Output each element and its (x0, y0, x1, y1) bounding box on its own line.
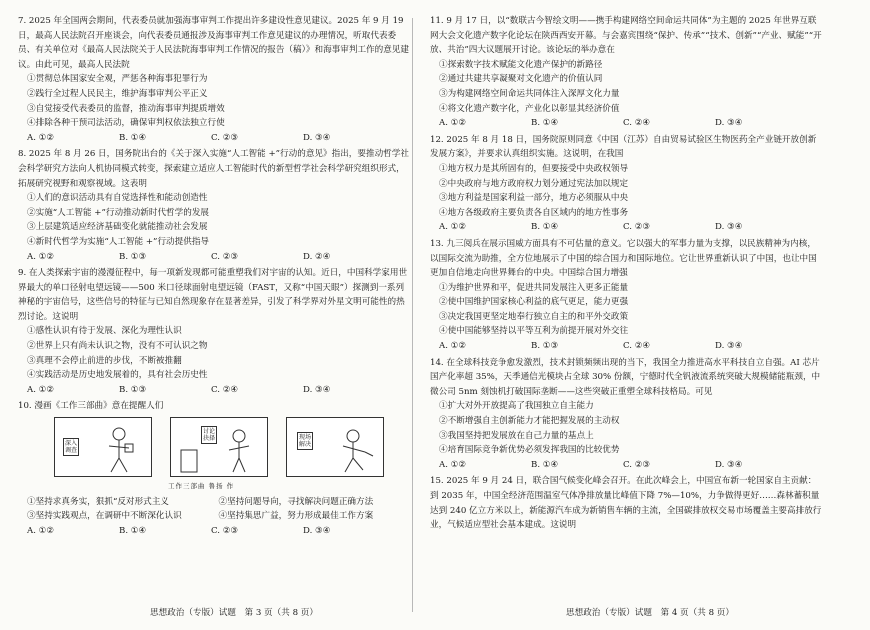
answer-a[interactable]: A. ①② (439, 222, 467, 233)
option: ①人们的意识活动具有自觉选择性和能动创造性 (27, 193, 208, 204)
question-stem: 11. 9 月 17 日，以“数联古今智绘文明——携手构建网络空间命运共同体”为主题的 2025 年世界互联网大会文化遗产数字化论坛在陕西西安开幕。与会嘉宾围绕“保护、传承”“技术、创新”“产业、赋能”“开放、共治”四大议题展开讨论。该论坛的举办意在 (430, 16, 822, 56)
option-row (18, 509, 410, 524)
answer-d[interactable]: D. ③④ (303, 525, 331, 536)
answer-choices (430, 458, 822, 473)
answer-b[interactable]: B. ①④ (531, 459, 559, 470)
answer-a[interactable]: A. ①② (27, 251, 55, 262)
cartoon (54, 417, 410, 477)
option: ②践行全过程人民民主，维护海事审判公平正义 (27, 88, 208, 99)
option: ②不断增强自主创新能力才能把握发展的主动权 (439, 416, 620, 427)
worker-figure-icon (333, 428, 377, 474)
option: ④实践活动是历史地发展着的，具有社会历史性 (27, 370, 208, 381)
option: ③为构建网络空间命运共同体注入深厚文化力量 (439, 88, 620, 99)
question-stem: 13. 九三阅兵在展示国威方面具有不可估量的意义。它以强大的军事力量为支撑，以民族精神为内核，以国际交流为助推，全方位地展示了中国的综合国力和国际地位。它让世界重新认识了中国，也让中国更加自信地走向世界舞台的中央。中国综合国力增强 (430, 238, 817, 279)
answer-d[interactable]: D. ③④ (715, 222, 743, 233)
question-stem: 12. 2025 年 8 月 18 日，国务院原则同意《中国（江苏）自由贸易试验区生物医药全产业链开放创新发展方案》，并要求认真组织实施。这说明，在我国 (430, 134, 817, 160)
option: ①坚持求真务实，狠抓“反对形式主义 (27, 496, 169, 507)
option: ③上层建筑适应经济基础变化就能推动社会发展 (27, 222, 208, 233)
answer-a[interactable]: A. ①② (439, 118, 467, 129)
document-box-icon (179, 448, 201, 474)
option: ②坚持问题导向，寻找解决问题正确方法 (218, 496, 374, 507)
question-stem: 15. 2025 年 9 月 24 日，联合国气候变化峰会召开。在此次峰会上，中国宣布新一轮国家自主贡献：到 2035 年，中国全经济范围温室气体净排放量比峰值下降 7%—10%，力争做得更好……森林蓄积量达到 240 亿立方米以上，新能源汽车成为新销售车辆的主流，全国碳排放权交易市场覆盖主要高排放行业，气候适应型社会基本建成。这说明 (430, 476, 822, 531)
answer-b[interactable]: B. ①④ (119, 525, 147, 536)
answer-choices (18, 131, 410, 146)
question-15 (430, 474, 822, 532)
page-4-column (430, 14, 822, 534)
answer-choices (430, 220, 822, 235)
question-stem: 14. 在全球科技竞争愈发激烈，技术封锁频频出现的当下，我国全力推进高水平科技自立自强。AI 芯片国产化率超 35%，天季通信光模块占全球 30% 份额，宁德时代全钒液流系统突破大规模储能瓶颈，中微公司 5nm 刻蚀机打破国际垄断——这些突破正重塑全球科技格局。可见 (430, 357, 821, 397)
panel-sign: 讨论抉择 (203, 428, 216, 443)
option: ②通过共建共享凝聚对文化遗产的价值认同 (439, 74, 603, 85)
answer-c[interactable]: C. ②③ (211, 132, 239, 143)
question-14 (430, 356, 822, 473)
option: ④培育国际竞争新优势必须发挥我国的比较优势 (439, 445, 620, 456)
option: ①贯彻总体国家安全观，严惩各种海事犯罪行为 (27, 74, 208, 85)
cartoon-panel-2 (170, 417, 268, 477)
question-13 (430, 237, 822, 354)
answer-a[interactable]: A. ①② (27, 384, 55, 395)
question-8 (18, 147, 410, 264)
answer-choices (430, 339, 822, 354)
answer-d[interactable]: D. ③④ (715, 341, 743, 352)
question-11 (430, 14, 822, 131)
option: ①感性认识有待于发展、深化为理性认识 (27, 326, 182, 337)
worker-figure-icon (221, 428, 261, 474)
cartoon-caption: 工作三部曲 鲁扬 作 (168, 482, 235, 491)
answer-a[interactable]: A. ①② (27, 132, 55, 143)
answer-a[interactable]: A. ①② (439, 341, 467, 352)
option: ③自觉接受代表委员的监督，推动海事审判提质增效 (27, 103, 225, 114)
option: ②使中国维护国家核心利益的底气更足，能力更强 (439, 297, 629, 308)
option: ④将文化遗产数字化，产业化以彰显其经济价值 (439, 103, 620, 114)
answer-c[interactable]: C. ②③ (623, 222, 651, 233)
answer-d[interactable]: D. ③④ (303, 132, 331, 143)
option: ④排除各种干预司法活动，确保审判权依法独立行使 (27, 118, 225, 129)
option: ④地方各级政府主要负责各自区域内的地方性事务 (439, 207, 629, 218)
answer-a[interactable]: A. ①② (439, 459, 467, 470)
answer-c[interactable]: C. ②③ (623, 459, 651, 470)
answer-b[interactable]: B. ①④ (119, 132, 147, 143)
answer-c[interactable]: C. ②④ (623, 341, 651, 352)
option: ③地方利益是国家利益一部分，地方必须服从中央 (439, 193, 629, 204)
page-footer-right: 思想政治（专版）试题 第 4 页（共 8 页） (566, 608, 734, 618)
answer-c[interactable]: C. ②③ (211, 525, 239, 536)
answer-choices (18, 524, 410, 539)
panel-sign: 深入调查 (65, 440, 78, 455)
answer-c[interactable]: C. ②④ (623, 118, 651, 129)
option: ②实施“人工智能 +”行动推动新时代哲学的发展 (27, 207, 210, 218)
option: ③我国坚持把发展放在自己力量的基点上 (439, 430, 594, 441)
option: ③坚持实践观点，在调研中不断深化认识 (27, 511, 182, 522)
question-stem: 7. 2025 年全国两会期间，代表委员就加强海事审判工作提出许多建设性意见建议。2025 年 9 月 19 日，最高人民法院召开座谈会，向代表委员通报涉及海事审判工作意见建议的办理情况，听取代表委员、有关单位对《最高人民法院关于人民法院海事审判工作情况的报告（稿）》和海事审判工作的意见建议。由此可见，最高人民法院 (18, 16, 410, 70)
question-7 (18, 14, 410, 145)
answer-choices (430, 116, 822, 131)
answer-a[interactable]: A. ①② (27, 525, 55, 536)
answer-choices (18, 250, 410, 265)
option: ④新时代哲学为实施“人工智能 +”行动提供指导 (27, 236, 210, 247)
option: ①地方权力是其所固有的，但要接受中央政权领导 (439, 163, 629, 174)
option: ①扩大对外开放提高了我国独立自主能力 (439, 401, 594, 412)
question-stem: 9. 在人类探索宇宙的漫漫征程中，每一项新发现都可能重塑我们对宇宙的认知。近日，中国科学家用世界最大的单口径射电望远镜——500 米口径球面射电望远镜（FAST，又称“中国天眼”）探测到一系列神秘的宇宙信号，这些信号的特征与已知自然现象存在显著差异，引发了科学界对外星文明可能性的热烈讨论。这说明 (18, 268, 408, 322)
option: ③真理不会停止前进的步伐，不断被推翻 (27, 355, 182, 366)
option: ①探索数字技术赋能文化遗产保护的新路径 (439, 59, 603, 70)
answer-c[interactable]: C. ②③ (211, 251, 239, 262)
cartoon-panel-3 (286, 417, 384, 477)
answer-b[interactable]: B. ①④ (531, 222, 559, 233)
option: ②中央政府与地方政府权力划分通过宪法加以规定 (439, 178, 629, 189)
option-row (18, 495, 410, 510)
answer-d[interactable]: D. ③④ (715, 118, 743, 129)
answer-b[interactable]: B. ①③ (119, 384, 147, 395)
answer-d[interactable]: D. ③④ (303, 384, 331, 395)
cartoon-panel-1 (54, 417, 152, 477)
question-10 (18, 399, 410, 538)
answer-b[interactable]: B. ①③ (531, 341, 559, 352)
worker-figure-icon (99, 426, 139, 474)
answer-d[interactable]: D. ②④ (303, 251, 331, 262)
question-9 (18, 266, 410, 397)
page-footer-left: 思想政治（专版）试题 第 3 页（共 8 页） (150, 608, 318, 618)
question-stem: 10. 漫画《工作三部曲》意在提醒人们 (18, 401, 164, 412)
answer-d[interactable]: D. ③④ (715, 459, 743, 470)
panel-sign: 现场解决 (299, 434, 312, 449)
answer-b[interactable]: B. ①④ (531, 118, 559, 129)
answer-choices (18, 383, 410, 398)
option: ①为维护世界和平，促进共同发展注入更多正能量 (439, 282, 629, 293)
option: ③决定我国更坚定地奉行独立自主的和平外交政策 (439, 311, 629, 322)
question-12 (430, 133, 822, 235)
option: ④使中国能够坚持以平等互利为前提开展对外交往 (439, 326, 629, 337)
column-divider (412, 18, 413, 612)
page-3-column (18, 14, 410, 540)
option: ④坚持集思广益，努力形成最佳工作方案 (218, 511, 374, 522)
answer-c[interactable]: C. ②④ (211, 384, 239, 395)
answer-b[interactable]: B. ①③ (119, 251, 147, 262)
option: ②世界上只有尚未认识之物，没有不可认识之物 (27, 341, 208, 352)
question-stem: 8. 2025 年 8 月 26 日，国务院出台的《关于深入实施“人工智能 +”行动的意见》指出，要推动哲学社会科学研究方法向人机协同模式转变，探索建立适应人工智能时代的新型哲学社会科学研究组织形式，拓展研究视野和观察视域。这表明 (18, 149, 409, 189)
